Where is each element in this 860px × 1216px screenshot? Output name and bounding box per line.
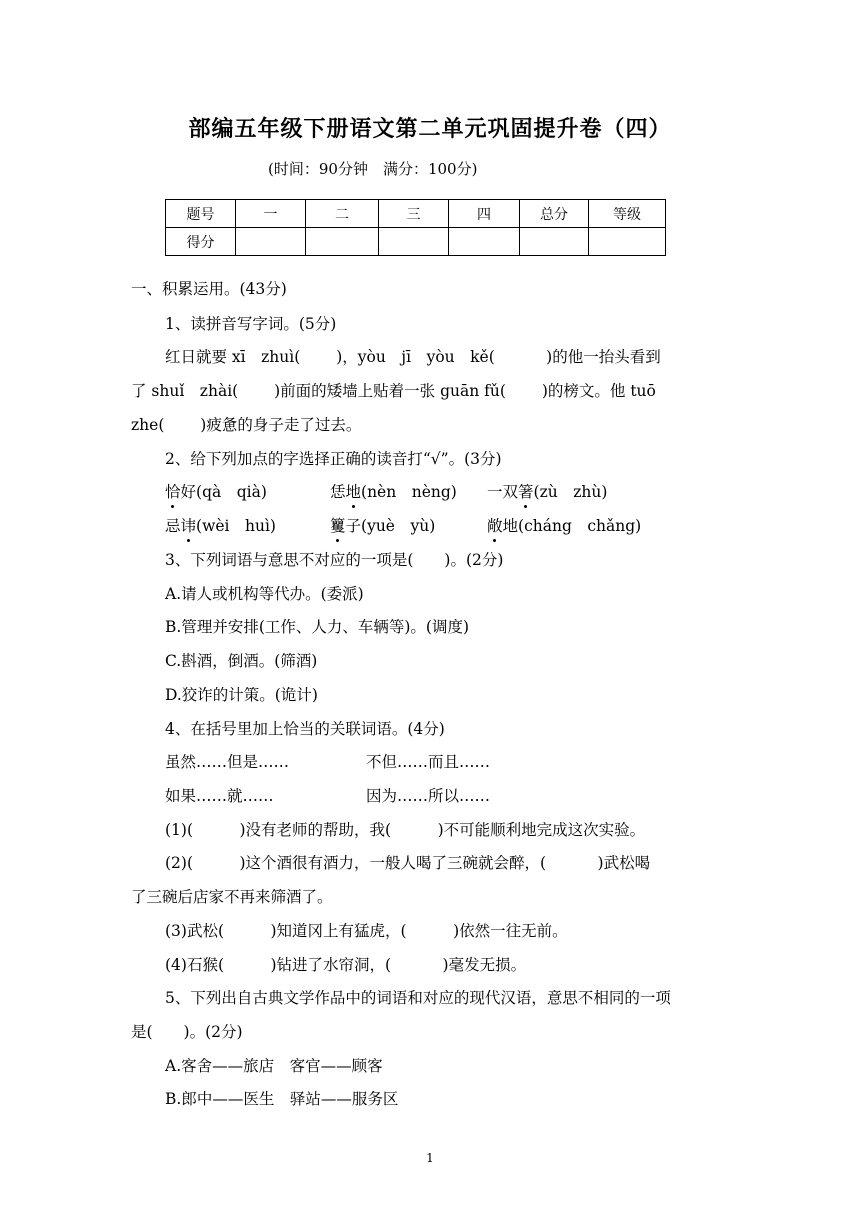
score-cell[interactable] <box>306 228 379 256</box>
text-line: 是( )。(2分) <box>131 1023 243 1041</box>
question-3: 3、下列词语与意思不对应的一项是( )。(2分) <box>165 551 504 569</box>
dotted-char: 恰 <box>165 483 181 501</box>
question-5: 5、下列出自古典文学作品中的词语和对应的现代汉语，意思不相同的一项 <box>165 989 671 1007</box>
dotted-char: 箸 <box>518 483 534 501</box>
dotted-char: 籰 <box>330 517 346 535</box>
header-cell: 一 <box>236 200 306 228</box>
page-number: 1 <box>426 1151 434 1165</box>
sub-question: (4)石猴( )钻进了水帘洞，( )毫发无损。 <box>165 956 527 974</box>
text-line: 红日就要 xī zhuì( )，yòu jī yòu kě( )的他一抬头看到 <box>165 348 661 366</box>
conjunction-option: 如果……就…… <box>165 787 274 805</box>
reading-item: 籰子(yuè yù) <box>330 517 436 535</box>
text-line: 了三碗后店家不再来筛酒了。 <box>131 888 333 906</box>
reading-item: 一双箸(zù zhù) <box>487 483 608 501</box>
dotted-char: 敞 <box>487 517 503 535</box>
row-label-cell: 得分 <box>166 228 236 256</box>
score-table-score-row <box>166 228 666 256</box>
reading-item: 恰好(qà qià) <box>165 483 267 501</box>
score-cell[interactable] <box>449 228 520 256</box>
score-cell[interactable] <box>236 228 306 256</box>
option-b: B.郎中——医生 驿站——服务区 <box>165 1090 399 1108</box>
question-2: 2、给下列加点的字选择正确的读音打“√”。(3分) <box>165 450 502 468</box>
header-cell: 二 <box>306 200 379 228</box>
option-a: A.客舍——旅店 客官——顾客 <box>165 1057 383 1075</box>
header-cell: 题号 <box>166 200 236 228</box>
sub-question: (3)武松( )知道冈上有猛虎，( )依然一往无前。 <box>165 922 568 940</box>
exam-info: (时间：90分钟 满分：100分) <box>268 160 478 178</box>
conjunction-option: 因为……所以…… <box>366 787 491 805</box>
sub-question: (1)( )没有老师的帮助，我( )不可能顺利地完成这次实验。 <box>165 821 646 839</box>
dotted-char: 讳 <box>180 517 197 535</box>
score-table <box>165 199 666 256</box>
dotted-char: 地 <box>345 483 362 501</box>
conjunction-option: 不但……而且…… <box>366 753 491 771</box>
question-4: 4、在括号里加上恰当的关联词语。(4分) <box>165 720 445 738</box>
question-1: 1、读拼音写字词。(5分) <box>165 315 337 333</box>
text-line: zhe( )疲惫的身子走了过去。 <box>131 416 362 434</box>
score-cell[interactable] <box>589 228 666 256</box>
reading-item: 恁地(nèn nèng) <box>330 483 457 501</box>
header-cell: 总分 <box>520 200 589 228</box>
text-line: 了 shuǐ zhài( )前面的矮墙上贴着一张 guān fǔ( )的榜文。他 tuō <box>131 382 656 400</box>
option-c: C.斟酒，倒酒。(筛酒) <box>165 652 318 670</box>
sub-question: (2)( )这个酒很有酒力，一般人喝了三碗就会醉，( )武松喝 <box>165 854 651 872</box>
score-cell[interactable] <box>379 228 449 256</box>
header-cell: 等级 <box>589 200 666 228</box>
option-d: D.狡诈的计策。(诡计) <box>165 686 318 704</box>
page-title: 部编五年级下册语文第二单元巩固提升卷（四） <box>188 117 672 142</box>
option-a: A.请人或机构等代办。(委派) <box>165 585 364 603</box>
header-cell: 四 <box>449 200 520 228</box>
option-b: B.管理并安排(工作、人力、车辆等)。(调度) <box>165 618 470 636</box>
score-cell[interactable] <box>520 228 589 256</box>
header-cell: 三 <box>379 200 449 228</box>
score-table-header-row <box>166 200 666 228</box>
section-heading: 一、积累运用。(43分) <box>131 280 287 298</box>
conjunction-option: 虽然……但是…… <box>165 753 290 771</box>
reading-item: 敞地(cháng chǎng) <box>487 517 642 535</box>
reading-item: 忌讳(wèi huì) <box>165 517 276 535</box>
